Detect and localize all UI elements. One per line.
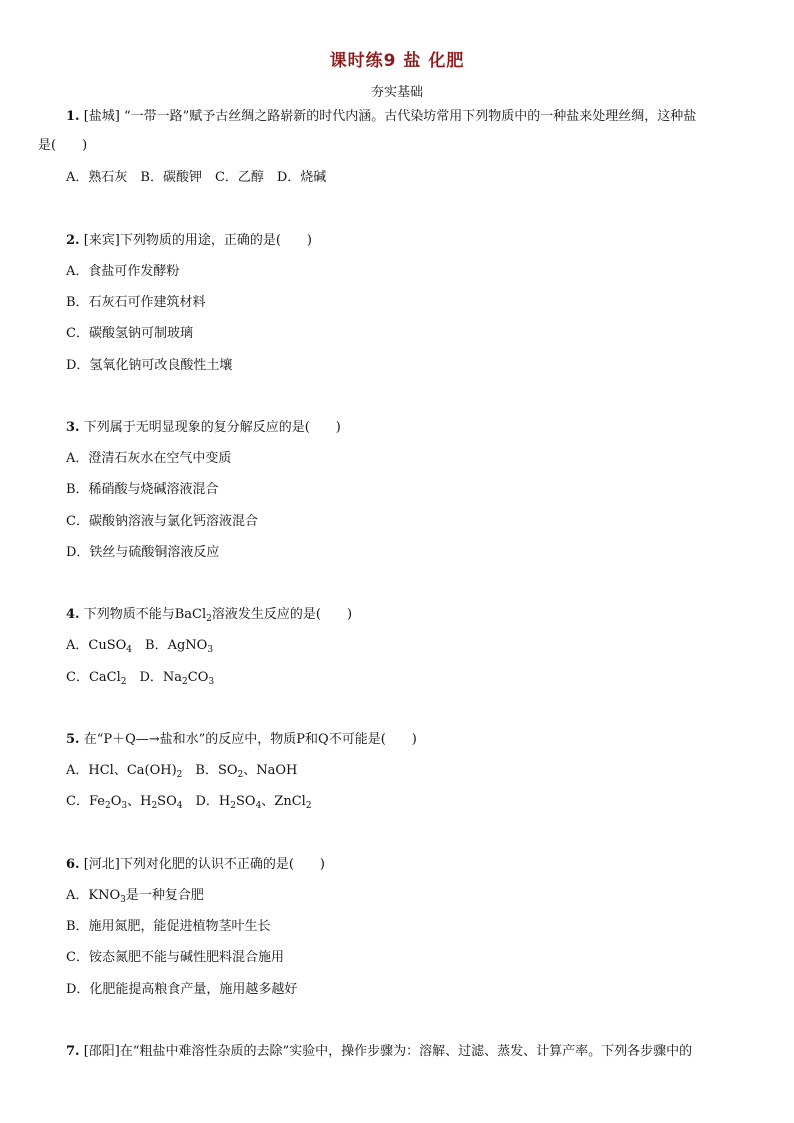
question-text: [邵阳]在“粗盐中难溶性杂质的去除”实验中，操作步骤为：溶解、过滤、蒸发、计算产率。下列各步骤中的 bbox=[83, 1044, 693, 1059]
option-a: 是一种复合肥 bbox=[125, 888, 204, 903]
question-3-option-c: C．碳酸钠溶液与氯化钙溶液混合 bbox=[66, 514, 258, 529]
subscript: 2 bbox=[237, 770, 244, 780]
subscript: 4 bbox=[126, 645, 133, 655]
question-number: 3. bbox=[66, 420, 80, 435]
question-3-stem bbox=[66, 419, 341, 437]
question-6-option-a bbox=[66, 887, 204, 905]
question-2-option-a: A．食盐可作发酵粉 bbox=[66, 264, 180, 279]
question-1-stem bbox=[66, 108, 696, 126]
question-5-stem bbox=[66, 731, 417, 749]
question-1-options: A．熟石灰 B．碳酸钾 C．乙醇 D．烧碱 bbox=[66, 170, 327, 185]
question-6-stem bbox=[66, 856, 325, 874]
question-number: 5. bbox=[66, 732, 80, 747]
question-6-option-c: C．铵态氮肥不能与碱性肥料混合施用 bbox=[66, 950, 284, 965]
question-4-options-cd bbox=[66, 669, 214, 687]
question-text: [盐城] “一带一路”赋予古丝绸之路崭新的时代内涵。古代染坊常用下列物质中的一种盐来处理丝绸，这种盐 bbox=[83, 109, 697, 124]
subscript: 2 bbox=[104, 801, 111, 811]
question-4-options-ab bbox=[66, 637, 213, 655]
option-d: D．Na bbox=[126, 670, 183, 685]
subscript: 2 bbox=[182, 677, 188, 687]
question-4-stem bbox=[66, 606, 352, 624]
page-title: 课时练9 盐 化肥 bbox=[329, 51, 465, 71]
subscript: 2 bbox=[305, 801, 312, 811]
option-a: A．HCl、Ca(OH) bbox=[66, 763, 177, 778]
question-2-stem bbox=[66, 232, 312, 250]
subscript: 3 bbox=[208, 677, 215, 687]
question-2-option-c: C．碳酸氢钠可制玻璃 bbox=[66, 326, 193, 341]
subscript: 3 bbox=[121, 801, 128, 811]
question-text: 在“P＋Q—→盐和水”的反应中，物质P和Q不可能是( ) bbox=[83, 732, 417, 747]
question-6-option-d: D．化肥能提高粮食产量，施用越多越好 bbox=[66, 982, 298, 997]
option-b: B．AgNO bbox=[132, 638, 208, 653]
subscript: 2 bbox=[176, 770, 183, 780]
option-d: 、ZnCl bbox=[261, 794, 306, 809]
question-text: [来宾]下列物质的用途，正确的是( ) bbox=[83, 233, 313, 248]
option-a: A．CuSO bbox=[66, 638, 127, 653]
option-c: O bbox=[110, 794, 122, 809]
question-text: 溶液发生反应的是( ) bbox=[211, 607, 353, 622]
option-d: D．H bbox=[182, 794, 231, 809]
question-number: 1. bbox=[66, 109, 80, 124]
question-5-options-ab bbox=[66, 762, 297, 780]
section-subtitle: 夯实基础 bbox=[370, 85, 423, 100]
subscript: 3 bbox=[120, 895, 126, 905]
question-number: 6. bbox=[66, 857, 80, 872]
option-c: SO bbox=[157, 794, 177, 809]
subscript: 2 bbox=[120, 677, 127, 687]
question-number: 4. bbox=[66, 607, 80, 622]
option-a: A．KNO bbox=[66, 888, 121, 903]
question-text: [河北]下列对化肥的认识不正确的是( ) bbox=[83, 857, 326, 872]
option-b: B．SO bbox=[182, 763, 238, 778]
question-3-option-b: B．稀硝酸与烧碱溶液混合 bbox=[66, 482, 219, 497]
option-d: CO bbox=[187, 670, 209, 685]
subscript: 2 bbox=[230, 801, 236, 811]
question-text: 下列物质不能与BaCl bbox=[83, 607, 207, 622]
subscript: 4 bbox=[176, 801, 183, 811]
question-5-options-cd bbox=[66, 793, 312, 811]
option-d: SO bbox=[235, 794, 256, 809]
option-c: 、H bbox=[127, 794, 152, 809]
question-3-option-a: A．澄清石灰水在空气中变质 bbox=[66, 451, 232, 466]
subscript: 3 bbox=[207, 645, 214, 655]
option-b: 、NaOH bbox=[243, 763, 298, 778]
question-7-stem bbox=[66, 1043, 692, 1061]
question-1-stem-cont: 是( ) bbox=[38, 138, 88, 153]
subscript: 2 bbox=[206, 614, 212, 624]
question-number: 7. bbox=[66, 1044, 80, 1059]
question-2-option-d: D．氢氧化钠可改良酸性土壤 bbox=[66, 358, 233, 373]
question-text: 下列属于无明显现象的复分解反应的是( ) bbox=[83, 420, 341, 435]
question-6-option-b: B．施用氮肥，能促进植物茎叶生长 bbox=[66, 919, 271, 934]
option-c: C．Fe bbox=[66, 794, 105, 809]
subscript: 4 bbox=[255, 801, 262, 811]
option-c: C．CaCl bbox=[66, 670, 121, 685]
subscript: 2 bbox=[151, 801, 158, 811]
question-number: 2. bbox=[66, 233, 80, 248]
question-3-option-d: D．铁丝与硫酸铜溶液反应 bbox=[66, 545, 220, 560]
question-2-option-b: B．石灰石可作建筑材料 bbox=[66, 295, 206, 310]
